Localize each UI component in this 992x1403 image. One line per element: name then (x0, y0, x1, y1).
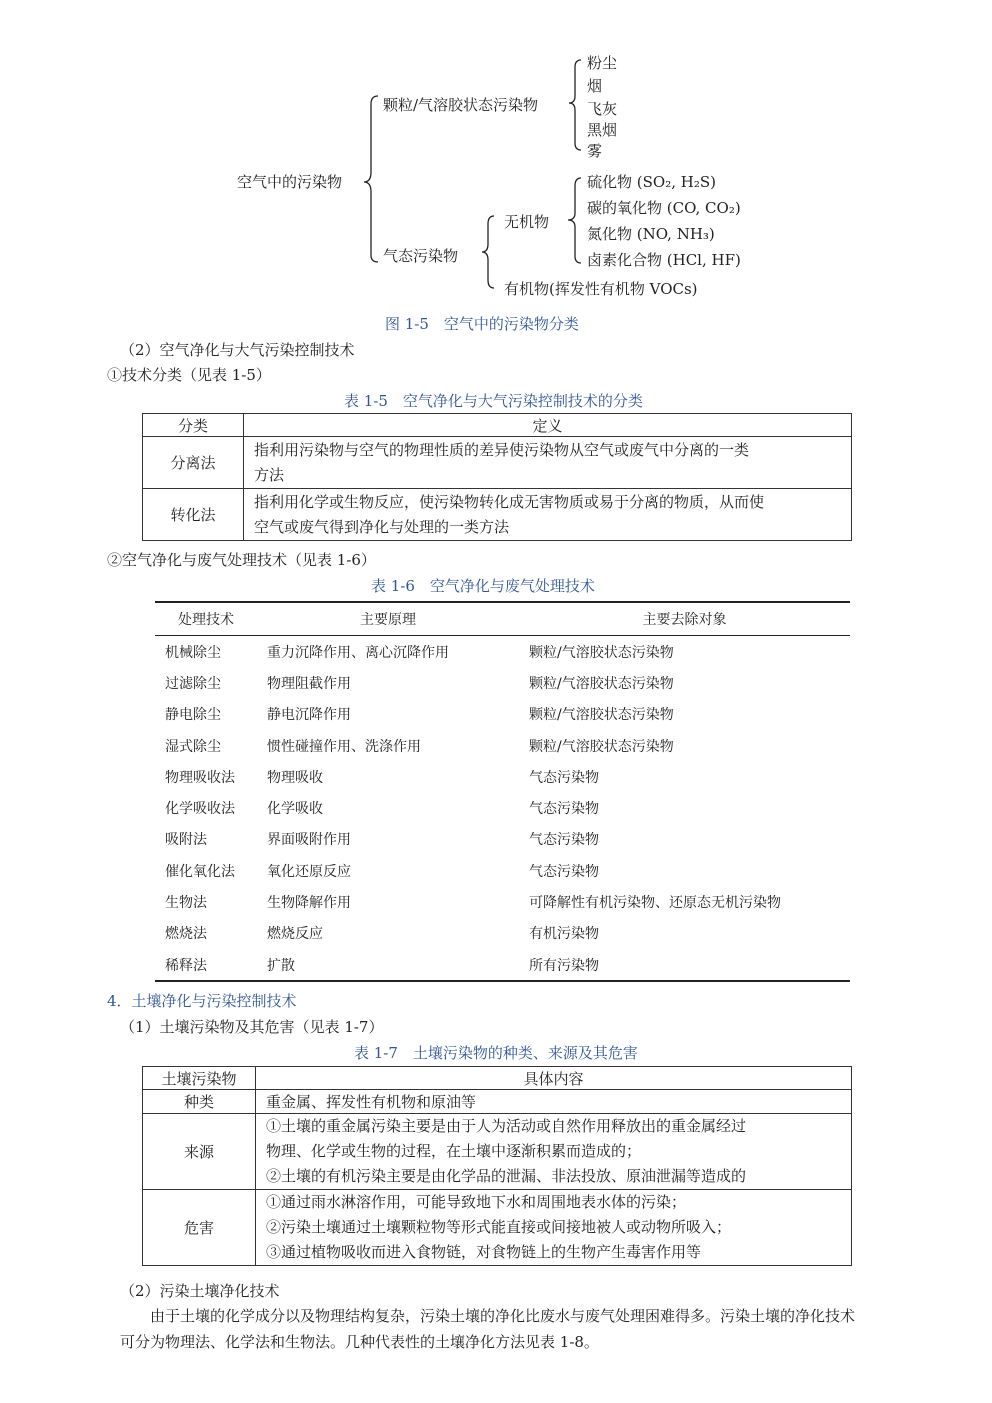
figure-caption: 图 1-5 空气中的污染物分类 (385, 315, 579, 333)
table-cell: 燃烧法 (165, 926, 207, 943)
table-row (155, 636, 850, 668)
particulate-item: 烟 (587, 77, 603, 95)
table-row (155, 824, 850, 855)
table-cell: 过滤除尘 (165, 675, 221, 692)
cell-line: 空气或废气得到净化与处理的一类方法 (254, 517, 510, 536)
cell-line: ③通过植物吸收而进入食物链，对食物链上的生物产生毒害作用等 (266, 1243, 702, 1261)
table-cell: 危害 (143, 1190, 256, 1266)
table-cell: 稀释法 (165, 957, 207, 974)
table-1-6-body (155, 636, 850, 982)
cell-line: 物理、化学或生物的过程，在土壤中逐渐积累而造成的； (266, 1142, 642, 1160)
table-header: 具体内容 (256, 1067, 852, 1090)
cell-line: 指利用污染物与空气的物理性质的差异使污染物从空气或废气中分离的一类 (254, 440, 750, 459)
table-cell: 种类 (143, 1090, 256, 1114)
table-cell: 催化氧化法 (165, 863, 235, 880)
table-caption: 表 1-5 空气净化与大气污染控制技术的分类 (344, 392, 643, 410)
table-cell: 界面吸附作用 (267, 832, 351, 849)
table-header: 分类 (143, 414, 244, 437)
subsection-heading: （2）污染土壤净化技术 (120, 1282, 280, 1300)
table-cell: 化学吸收 (267, 801, 323, 818)
cell-line: ②污染土壤通过土壤颗粒物等形式能直接或间接地被人或动物所吸入； (266, 1218, 732, 1236)
table-cell: 化学吸收法 (165, 801, 235, 818)
table-cell: 气态污染物 (529, 801, 599, 818)
table-cell: 颗粒/气溶胶状态污染物 (529, 738, 674, 755)
table-cell: 重力沉降作用、离心沉降作用 (267, 644, 449, 661)
particulate-item: 黑烟 (587, 121, 618, 139)
table-cell (256, 1114, 852, 1190)
subsection-heading: （1）土壤污染物及其危害（见表 1-7） (120, 1018, 384, 1036)
table-cell: 惯性碰撞作用、洗涤作用 (267, 738, 421, 755)
table-header: 土壤污染物 (143, 1067, 256, 1090)
cell-line: 指利用化学或生物反应，使污染物转化成无害物质或易于分离的物质，从而使 (254, 492, 765, 511)
table-cell: 湿式除尘 (165, 738, 221, 755)
table-row (155, 949, 850, 981)
table-cell: 机械除尘 (165, 644, 221, 661)
table-cell: 生物法 (165, 895, 207, 912)
section-heading: 4．土壤净化与污染控制技术 (107, 992, 297, 1010)
inorganic-item: 碳的氧化物 (CO, CO₂) (587, 199, 741, 217)
subsection-heading: ①技术分类（见表 1-5） (107, 366, 271, 384)
cell-line: ①土壤的重金属污染主要是由于人为活动或自然作用释放出的重金属经过 (266, 1117, 747, 1135)
table-row (155, 918, 850, 949)
table-cell: 气态污染物 (529, 863, 599, 880)
table-cell (244, 489, 852, 541)
paragraph-line: 可分为物理法、化学法和生物法。几种代表性的土壤净化方法见表 1-8。 (120, 1333, 599, 1351)
inorganic-item: 卤素化合物 (HCl, HF) (587, 251, 741, 269)
table-cell: 颗粒/气溶胶状态污染物 (529, 644, 674, 661)
table-header: 主要原理 (257, 602, 519, 636)
table-cell: 可降解性有机污染物、还原态无机污染物 (529, 895, 781, 912)
particulate-item: 粉尘 (587, 54, 618, 72)
table-cell: 生物降解作用 (267, 895, 351, 912)
table-row (155, 699, 850, 730)
table-1-6 (155, 601, 850, 982)
table-cell (244, 437, 852, 489)
cell-line: ①通过雨水淋溶作用，可能导致地下水和周围地表水体的污染； (266, 1193, 687, 1211)
table-caption: 表 1-6 空气净化与废气处理技术 (371, 577, 595, 595)
table-1-7 (142, 1066, 852, 1266)
gaseous-label: 气态污染物 (383, 247, 459, 265)
table-header: 主要去除对象 (519, 602, 850, 636)
paragraph-line: 由于土壤的化学成分以及物理结构复杂，污染土壤的净化比废水与废气处理困难得多。污染土壤的净化技术 (150, 1307, 856, 1325)
table-row (155, 855, 850, 886)
table-header: 定义 (244, 414, 852, 437)
table-cell: 气态污染物 (529, 832, 599, 849)
table-cell: 燃烧反应 (267, 926, 323, 943)
table-row (155, 667, 850, 698)
cell-line: 方法 (254, 465, 285, 484)
particulate-label: 颗粒/气溶胶状态污染物 (383, 96, 539, 114)
table-row (155, 730, 850, 761)
table-cell: 重金属、挥发性有机物和原油等 (256, 1090, 852, 1114)
inorganic-item: 硫化物 (SO₂, H₂S) (587, 173, 716, 191)
inorganic-item: 氮化物 (NO, NH₃) (587, 225, 715, 243)
table-cell: 来源 (143, 1114, 256, 1190)
table-caption: 表 1-7 土壤污染物的种类、来源及其危害 (354, 1044, 638, 1062)
table-cell: 所有污染物 (529, 957, 599, 974)
table-cell: 静电沉降作用 (267, 707, 351, 724)
table-cell: 气态污染物 (529, 769, 599, 786)
table-cell: 吸附法 (165, 832, 207, 849)
table-cell: 扩散 (267, 957, 295, 974)
diagram-root-label: 空气中的污染物 (237, 173, 343, 191)
inorganic-label: 无机物 (504, 213, 550, 231)
table-cell: 氧化还原反应 (267, 863, 351, 880)
table-cell: 分离法 (143, 437, 244, 489)
diagram-braces (0, 0, 992, 310)
subsection-heading: ②空气净化与废气处理技术（见表 1-6） (107, 551, 376, 569)
table-cell: 有机污染物 (529, 926, 599, 943)
section-heading: （2）空气净化与大气污染控制技术 (120, 341, 355, 359)
table-row (155, 761, 850, 792)
table-cell: 转化法 (143, 489, 244, 541)
organic-label: 有机物(挥发性有机物 VOCs) (504, 280, 698, 298)
table-cell: 颗粒/气溶胶状态污染物 (529, 675, 674, 692)
table-1-5 (142, 413, 852, 541)
table-cell: 物理吸收法 (165, 769, 235, 786)
particulate-item: 雾 (587, 142, 603, 160)
table-header: 处理技术 (155, 602, 257, 636)
table-row (155, 886, 850, 917)
table-cell: 物理吸收 (267, 769, 323, 786)
table-cell: 静电除尘 (165, 707, 221, 724)
table-cell (256, 1190, 852, 1266)
particulate-item: 飞灰 (587, 100, 618, 118)
table-cell: 颗粒/气溶胶状态污染物 (529, 707, 674, 724)
table-row (155, 792, 850, 823)
table-cell: 物理阻截作用 (267, 675, 351, 692)
cell-line: ②土壤的有机污染主要是由化学品的泄漏、非法投放、原油泄漏等造成的 (266, 1167, 747, 1185)
